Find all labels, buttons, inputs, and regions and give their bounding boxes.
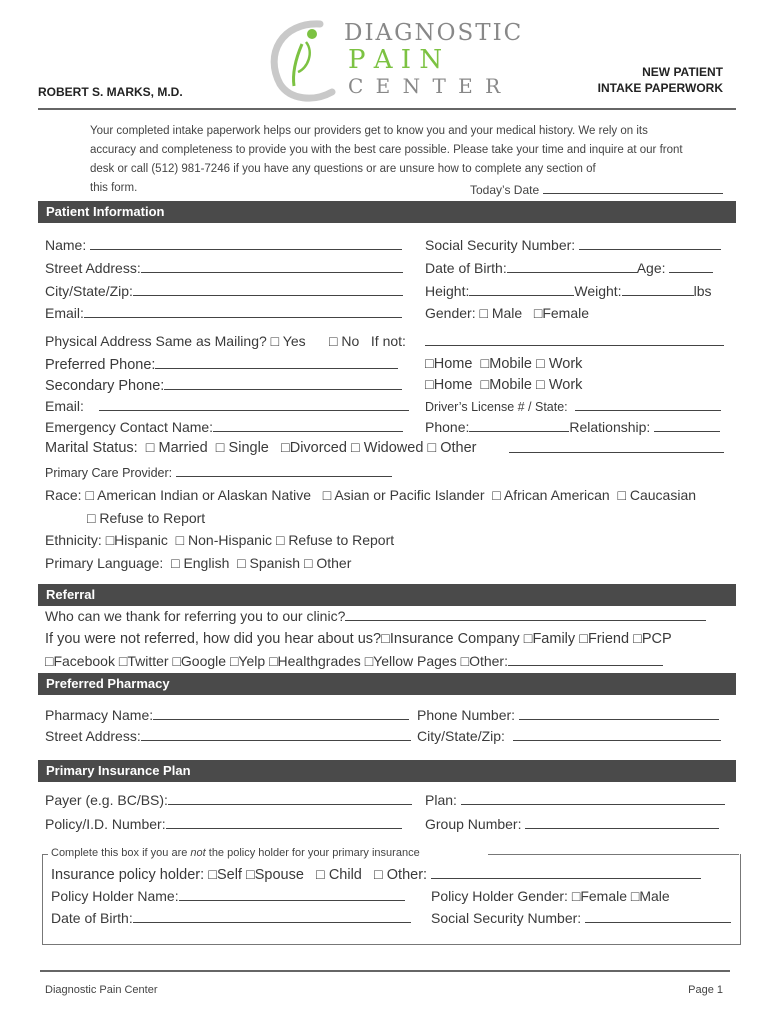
checkbox[interactable] <box>618 487 626 503</box>
todays-date-field[interactable] <box>543 181 723 194</box>
mobile-label: Mobile <box>489 356 532 372</box>
twitter-label: Twitter <box>127 653 169 669</box>
csz-label: City/State/Zip: <box>45 283 133 299</box>
checkbox[interactable] <box>427 440 436 456</box>
plan-field[interactable] <box>461 792 725 805</box>
insurance-label: Insurance Company <box>389 631 520 647</box>
row-emergency-phone <box>425 419 720 435</box>
checkbox[interactable] <box>492 487 500 503</box>
name-field[interactable] <box>90 237 402 250</box>
footer-page: Page 1 <box>688 984 723 996</box>
checkbox[interactable] <box>237 555 245 571</box>
footer-center: Diagnostic Pain Center <box>45 984 158 996</box>
yes-label: Yes <box>282 333 306 349</box>
ethnicity-label: Ethnicity: <box>45 532 102 548</box>
married-label: Married <box>158 440 208 456</box>
referral-other-field[interactable] <box>508 653 663 666</box>
relationship-label: Relationship: <box>569 419 651 435</box>
row-dl <box>425 398 721 414</box>
street-label: Street Address: <box>45 260 141 276</box>
race-asian-label: Asian or Pacific Islander <box>334 487 485 503</box>
holder-name-label: Policy Holder Name: <box>51 888 179 904</box>
holder-other-label: Other: <box>386 867 428 883</box>
checkbox[interactable] <box>374 867 383 883</box>
pharmacy-street-label: Street Address: <box>45 728 141 744</box>
race-aa-label: African American <box>503 487 610 503</box>
payer-field[interactable] <box>168 792 412 805</box>
row-gender <box>425 305 589 321</box>
divorced-label: Divorced <box>289 440 347 456</box>
holder-female-label: Female <box>580 888 627 904</box>
race-ai-label: American Indian or Alaskan Native <box>97 487 312 503</box>
row-heard <box>45 631 672 647</box>
relationship-field[interactable] <box>654 419 720 432</box>
row-sec-phone <box>45 377 402 394</box>
doctor-name: ROBERT S. MARKS, M.D. <box>38 85 183 99</box>
age-field[interactable] <box>669 260 713 273</box>
marital-other-row <box>509 440 724 456</box>
holder-male-label: Male <box>639 888 670 904</box>
holder-dob-field[interactable] <box>133 910 411 923</box>
logo-center: C E N T E R <box>348 74 504 98</box>
section-pharmacy: Preferred Pharmacy <box>38 673 736 695</box>
height-field[interactable] <box>469 283 574 296</box>
row-holder <box>51 866 701 883</box>
form-title-1: NEW PATIENT <box>642 65 723 79</box>
pref-phone-field[interactable] <box>155 356 398 369</box>
google-label: Google <box>180 653 227 669</box>
male-label: Male <box>491 305 523 321</box>
row-sec-phone-type <box>425 377 582 393</box>
other-label: Other <box>440 440 477 456</box>
emergency-label: Emergency Contact Name: <box>45 419 214 435</box>
checkbox[interactable] <box>269 653 277 669</box>
logo-pain: P A I N <box>348 45 443 75</box>
checkbox[interactable] <box>381 631 390 647</box>
pref-phone-label: Preferred Phone: <box>45 357 156 373</box>
if-not-label: If not: <box>370 333 406 349</box>
email-field[interactable] <box>84 305 402 318</box>
intro-line: this form. <box>90 182 138 194</box>
dob-label: Date of Birth: <box>425 260 507 276</box>
checkbox[interactable] <box>246 867 255 883</box>
race-label: Race: <box>45 487 82 503</box>
row-holder-ssn <box>431 910 731 926</box>
row-street <box>45 260 403 276</box>
checkbox[interactable] <box>481 377 490 393</box>
female-label: Female <box>542 305 590 321</box>
holder-name-field[interactable] <box>179 888 405 901</box>
self-label: Self <box>216 867 242 883</box>
intro-line: accuracy and completeness to provide you with the best care possible. Please take your time and inquire at our front <box>90 144 683 156</box>
age-label: Age: <box>636 260 666 276</box>
marital-label: Marital Status: <box>45 440 138 456</box>
box-note <box>51 847 420 859</box>
row-ethnicity <box>45 532 394 548</box>
checkbox[interactable] <box>365 653 373 669</box>
checkbox[interactable] <box>351 440 360 456</box>
non-hispanic-label: Non-Hispanic <box>188 532 273 548</box>
row-pharmacy-name <box>45 707 409 723</box>
if-not-field-row <box>425 333 724 349</box>
row-csz <box>45 283 403 299</box>
heard-label: If you were not referred, how did you hear about us? <box>45 631 382 647</box>
section-referral: Referral <box>38 584 736 606</box>
holder-dob-label: Date of Birth: <box>51 910 133 926</box>
spouse-label: Spouse <box>254 867 304 883</box>
email-label: Email: <box>45 305 84 321</box>
checkbox[interactable] <box>536 377 545 393</box>
row-email <box>45 305 402 321</box>
pcp-label: Primary Care Provider: <box>45 466 173 480</box>
ssn-field[interactable] <box>579 237 721 250</box>
facebook-label: Facebook <box>53 653 115 669</box>
box-note-pre: Complete this box if you are <box>51 847 191 859</box>
gender-label: Gender: <box>425 305 476 321</box>
ssn-label: Social Security Number: <box>425 237 576 253</box>
checkbox[interactable] <box>216 440 225 456</box>
row-pref-phone <box>45 356 398 373</box>
section-insurance: Primary Insurance Plan <box>38 760 736 782</box>
family-label: Family <box>532 631 576 647</box>
row-ssn <box>425 237 721 253</box>
row-email2 <box>45 398 409 414</box>
home-label: Home <box>433 377 473 393</box>
checkbox[interactable] <box>87 510 95 526</box>
policy-field[interactable] <box>166 816 402 829</box>
email2-label: Email: <box>45 398 84 414</box>
pharmacy-name-label: Pharmacy Name: <box>45 707 154 723</box>
language-label: Primary Language: <box>45 555 164 571</box>
child-label: Child <box>328 867 362 883</box>
referrer-label: Who can we thank for referring you to our clinic? <box>45 608 346 624</box>
phone-label: Phone: <box>425 419 470 435</box>
dl-label: Driver’s License # / State: <box>425 400 568 414</box>
checkbox[interactable] <box>171 555 179 571</box>
row-holder-name <box>51 888 405 904</box>
checkbox[interactable] <box>106 532 114 548</box>
work-label: Work <box>548 377 583 393</box>
checkbox[interactable] <box>479 305 487 321</box>
checkbox[interactable] <box>323 487 331 503</box>
row-holder-dob <box>51 910 411 926</box>
race-cau-label: Caucasian <box>629 487 697 503</box>
checkbox[interactable] <box>146 440 155 456</box>
holder-gender-label: Policy Holder Gender: <box>431 888 568 904</box>
yelp-label: Yelp <box>238 653 266 669</box>
pharmacy-csz-field[interactable] <box>513 728 721 741</box>
box-note-post: the policy holder for your primary insurance <box>205 847 420 859</box>
refuse-label: Refuse to Report <box>99 510 206 526</box>
checkbox[interactable] <box>425 377 434 393</box>
plan-label: Plan: <box>425 792 457 808</box>
friend-label: Friend <box>587 631 630 647</box>
group-label: Group Number: <box>425 816 522 832</box>
checkbox[interactable] <box>304 555 312 571</box>
spanish-label: Spanish <box>249 555 301 571</box>
row-physical <box>45 333 406 349</box>
if-not-field[interactable] <box>425 333 724 346</box>
csz-field[interactable] <box>133 283 403 296</box>
checkbox[interactable] <box>208 867 217 883</box>
physical-label: Physical Address Same as Mailing? <box>45 333 267 349</box>
single-label: Single <box>228 440 269 456</box>
checkbox[interactable] <box>176 532 184 548</box>
pharmacy-phone-field[interactable] <box>519 707 719 720</box>
intro-line: desk or call (512) 981-7246 if you have any questions or are unsure how to complete any section of <box>90 163 596 175</box>
checkbox[interactable] <box>536 356 545 372</box>
pharmacy-street-field[interactable] <box>141 728 411 741</box>
payer-label: Payer (e.g. BC/BS): <box>45 792 168 808</box>
referral-other-label: Other: <box>469 653 508 669</box>
box-top-rule-left <box>42 854 48 855</box>
holder-other-field[interactable] <box>431 866 701 879</box>
checkbox[interactable] <box>425 356 434 372</box>
weight-label: Weight: <box>574 283 622 299</box>
intro-line: Your completed intake paperwork helps our providers get to know you and your medical history. We rely on its <box>90 125 648 137</box>
refuse2-label: Refuse to Report <box>288 532 395 548</box>
checkbox[interactable] <box>316 867 325 883</box>
pcp-ref-label: PCP <box>641 631 672 647</box>
row-policy <box>45 816 402 832</box>
row-payer <box>45 792 412 808</box>
street-field[interactable] <box>141 260 403 273</box>
hispanic-label: Hispanic <box>114 532 168 548</box>
checkbox[interactable] <box>329 333 337 349</box>
checkbox[interactable] <box>579 631 588 647</box>
healthgrades-label: Healthgrades <box>277 653 361 669</box>
referrer-field[interactable] <box>345 608 706 621</box>
box-top-rule-right <box>488 854 739 855</box>
row-emergency <box>45 419 403 435</box>
checkbox[interactable] <box>172 653 180 669</box>
other-lang-label: Other <box>316 555 352 571</box>
weight-field[interactable] <box>622 283 694 296</box>
logo-swirl-icon <box>262 14 342 102</box>
todays-date-label: Today’s Date <box>470 183 540 197</box>
checkbox[interactable] <box>633 631 642 647</box>
mobile-label: Mobile <box>489 377 532 393</box>
row-race <box>45 487 696 503</box>
form-title-2: INTAKE PAPERWORK <box>597 81 723 95</box>
row-language <box>45 555 351 571</box>
row-marital <box>45 440 477 456</box>
holder-label: Insurance policy holder: <box>51 867 205 883</box>
logo <box>262 14 522 106</box>
sec-phone-field[interactable] <box>164 377 402 390</box>
row-referrer <box>45 608 706 624</box>
dob-field[interactable] <box>507 260 637 273</box>
name-label: Name: <box>45 237 87 253</box>
pcp-field[interactable] <box>176 464 392 477</box>
english-label: English <box>183 555 230 571</box>
row-pref-phone-type <box>425 356 582 372</box>
row-name <box>45 237 402 253</box>
pharmacy-csz-label: City/State/Zip: <box>417 728 505 744</box>
checkbox[interactable] <box>271 333 279 349</box>
pharmacy-name-field[interactable] <box>153 707 409 720</box>
logo-diagnostic: DIAGNOSTIC <box>344 20 524 46</box>
row-group <box>425 816 719 832</box>
no-label: No <box>341 333 360 349</box>
pharmacy-phone-label: Phone Number: <box>417 707 516 723</box>
holder-ssn-field[interactable] <box>585 910 731 923</box>
group-field[interactable] <box>525 816 719 829</box>
holder-ssn-label: Social Security Number: <box>431 910 582 926</box>
policy-label: Policy/I.D. Number: <box>45 816 166 832</box>
box-note-em: not <box>190 847 206 859</box>
row-race-refuse <box>87 510 205 526</box>
todays-date <box>470 181 723 197</box>
yellow-label: Yellow Pages <box>373 653 457 669</box>
checkbox[interactable] <box>276 532 284 548</box>
header-rule <box>38 108 736 110</box>
home-label: Home <box>433 356 473 372</box>
row-plan <box>425 792 725 808</box>
height-label: Height: <box>425 283 470 299</box>
marital-other-field[interactable] <box>509 440 724 453</box>
footer-rule <box>40 970 730 972</box>
checkbox[interactable] <box>461 653 469 669</box>
section-patient-information: Patient Information <box>38 201 736 223</box>
row-pharmacy-phone <box>417 707 719 723</box>
phone-field[interactable] <box>469 419 569 432</box>
row-pharmacy-street <box>45 728 411 744</box>
row-pcp <box>45 464 392 480</box>
work-label: Work <box>548 356 583 372</box>
row-holder-gender <box>431 888 670 904</box>
sec-phone-label: Secondary Phone: <box>45 378 165 394</box>
row-dob <box>425 260 713 276</box>
dl-field[interactable] <box>575 398 721 411</box>
checkbox[interactable] <box>481 356 490 372</box>
widowed-label: Widowed <box>363 440 424 456</box>
row-pharmacy-csz <box>417 728 721 744</box>
lbs-label: lbs <box>693 283 712 299</box>
checkbox[interactable] <box>281 440 290 456</box>
email2-field[interactable] <box>99 398 409 411</box>
checkbox[interactable] <box>85 487 93 503</box>
emergency-field[interactable] <box>213 419 403 432</box>
row-heard-2 <box>45 653 663 669</box>
row-height <box>425 283 711 299</box>
